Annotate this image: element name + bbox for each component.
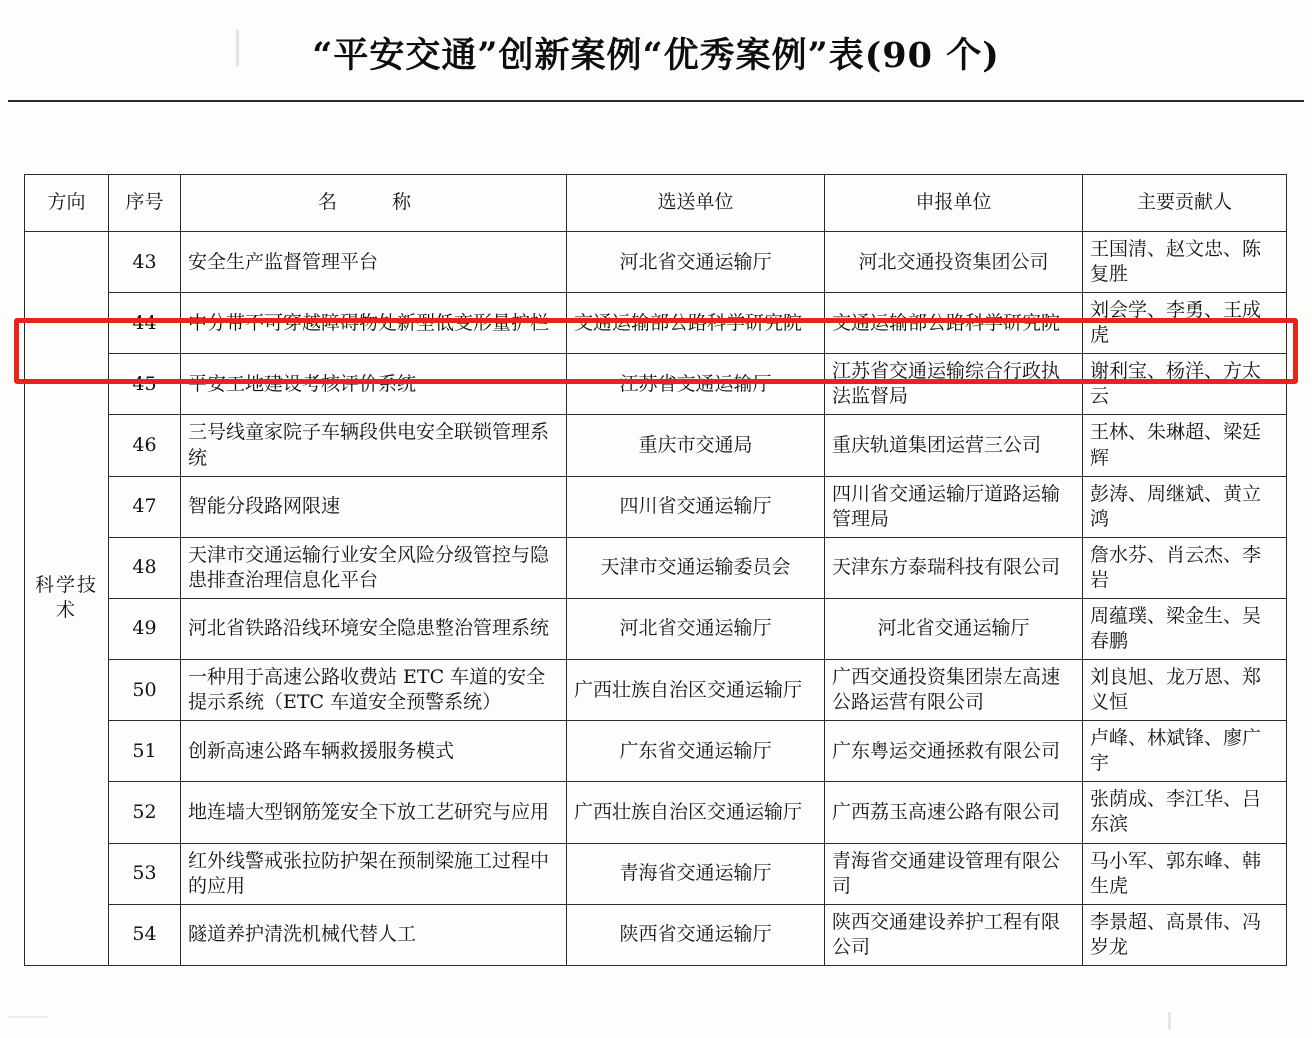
row-applicant-unit: 交通运输部公路科学研究院 bbox=[825, 293, 1083, 354]
table-row bbox=[25, 904, 1287, 965]
row-name: 红外线警戒张拉防护架在预制梁施工过程中的应用 bbox=[181, 843, 567, 904]
row-selected-unit: 四川省交通运输厅 bbox=[567, 476, 825, 537]
scan-artifact bbox=[8, 1016, 48, 1018]
column-header-applicant-unit: 申报单位 bbox=[825, 175, 1083, 232]
row-contributors: 刘良旭、龙万恩、郑义恒 bbox=[1083, 660, 1287, 721]
table-row bbox=[25, 293, 1287, 354]
column-header-direction: 方向 bbox=[25, 175, 109, 232]
column-header-index: 序号 bbox=[109, 175, 181, 232]
row-name: 隧道养护清洗机械代替人工 bbox=[181, 904, 567, 965]
row-name: 三号线童家院子车辆段供电安全联锁管理系统 bbox=[181, 415, 567, 476]
row-applicant-unit: 天津东方泰瑞科技有限公司 bbox=[825, 537, 1083, 598]
row-name: 智能分段路网限速 bbox=[181, 476, 567, 537]
row-contributors: 卢峰、林斌锋、廖广宇 bbox=[1083, 721, 1287, 782]
row-index: 54 bbox=[109, 904, 181, 965]
row-index: 47 bbox=[109, 476, 181, 537]
row-selected-unit: 天津市交通运输委员会 bbox=[567, 537, 825, 598]
row-contributors: 王林、朱琳超、梁廷辉 bbox=[1083, 415, 1287, 476]
row-contributors: 谢利宝、杨洋、方太云 bbox=[1083, 354, 1287, 415]
row-applicant-unit: 广东粤运交通拯救有限公司 bbox=[825, 721, 1083, 782]
row-selected-unit: 广西壮族自治区交通运输厅 bbox=[567, 660, 825, 721]
cases-table-container bbox=[24, 174, 1286, 966]
row-selected-unit: 广西壮族自治区交通运输厅 bbox=[567, 782, 825, 843]
row-index: 48 bbox=[109, 537, 181, 598]
row-selected-unit: 河北省交通运输厅 bbox=[567, 598, 825, 659]
row-applicant-unit: 江苏省交通运输综合行政执法监督局 bbox=[825, 354, 1083, 415]
row-applicant-unit: 四川省交通运输厅道路运输管理局 bbox=[825, 476, 1083, 537]
table-header bbox=[25, 175, 1287, 232]
row-applicant-unit: 青海省交通建设管理有限公司 bbox=[825, 843, 1083, 904]
table-header-row bbox=[25, 175, 1287, 232]
row-contributors: 彭涛、周继斌、黄立鸿 bbox=[1083, 476, 1287, 537]
row-name: 创新高速公路车辆救援服务模式 bbox=[181, 721, 567, 782]
column-header-contributors: 主要贡献人 bbox=[1083, 175, 1287, 232]
row-contributors: 马小军、郭东峰、韩生虎 bbox=[1083, 843, 1287, 904]
table-row bbox=[25, 660, 1287, 721]
row-contributors: 刘会学、李勇、王成虎 bbox=[1083, 293, 1287, 354]
table-row bbox=[25, 598, 1287, 659]
table-row-highlighted bbox=[25, 476, 1287, 537]
row-name: 河北省铁路沿线环境安全隐患整治管理系统 bbox=[181, 598, 567, 659]
row-applicant-unit: 河北省交通运输厅 bbox=[825, 598, 1083, 659]
row-index: 49 bbox=[109, 598, 181, 659]
table-row bbox=[25, 232, 1287, 293]
row-name: 天津市交通运输行业安全风险分级管控与隐患排查治理信息化平台 bbox=[181, 537, 567, 598]
table-row bbox=[25, 415, 1287, 476]
row-selected-unit: 河北省交通运输厅 bbox=[567, 232, 825, 293]
row-name: 安全生产监督管理平台 bbox=[181, 232, 567, 293]
row-contributors: 王国清、赵文忠、陈复胜 bbox=[1083, 232, 1287, 293]
title-divider bbox=[8, 100, 1304, 102]
row-name: 一种用于高速公路收费站 ETC 车道的安全提示系统（ETC 车道安全预警系统） bbox=[181, 660, 567, 721]
table-row bbox=[25, 782, 1287, 843]
table-row bbox=[25, 721, 1287, 782]
row-contributors: 张荫成、李江华、吕东滨 bbox=[1083, 782, 1287, 843]
row-index: 50 bbox=[109, 660, 181, 721]
row-index: 53 bbox=[109, 843, 181, 904]
scan-artifact bbox=[1168, 1012, 1171, 1030]
row-selected-unit: 陕西省交通运输厅 bbox=[567, 904, 825, 965]
row-applicant-unit: 河北交通投资集团公司 bbox=[825, 232, 1083, 293]
row-name: 中分带不可穿越障碍物处新型低变形量护栏 bbox=[181, 293, 567, 354]
row-applicant-unit: 广西荔玉高速公路有限公司 bbox=[825, 782, 1083, 843]
table-row bbox=[25, 537, 1287, 598]
row-index: 45 bbox=[109, 354, 181, 415]
table-row bbox=[25, 354, 1287, 415]
row-selected-unit: 青海省交通运输厅 bbox=[567, 843, 825, 904]
row-index: 43 bbox=[109, 232, 181, 293]
column-header-selected-unit: 选送单位 bbox=[567, 175, 825, 232]
row-name: 平安工地建设考核评价系统 bbox=[181, 354, 567, 415]
table-body bbox=[25, 232, 1287, 966]
row-selected-unit: 重庆市交通局 bbox=[567, 415, 825, 476]
column-header-name: 名 称 bbox=[181, 175, 567, 232]
row-contributors: 詹水芬、肖云杰、李岩 bbox=[1083, 537, 1287, 598]
row-applicant-unit: 广西交通投资集团崇左高速公路运营有限公司 bbox=[825, 660, 1083, 721]
row-contributors: 周蕴璞、梁金生、吴春鹏 bbox=[1083, 598, 1287, 659]
row-applicant-unit: 重庆轨道集团运营三公司 bbox=[825, 415, 1083, 476]
row-selected-unit: 交通运输部公路科学研究院 bbox=[567, 293, 825, 354]
row-index: 44 bbox=[109, 293, 181, 354]
page-title: “平安交通”创新案例“优秀案例”表(90 个) bbox=[312, 35, 1000, 76]
row-index: 51 bbox=[109, 721, 181, 782]
row-selected-unit: 广东省交通运输厅 bbox=[567, 721, 825, 782]
row-applicant-unit: 陕西交通建设养护工程有限公司 bbox=[825, 904, 1083, 965]
row-selected-unit: 江苏省交通运输厅 bbox=[567, 354, 825, 415]
row-name: 地连墙大型钢筋笼安全下放工艺研究与应用 bbox=[181, 782, 567, 843]
table-row bbox=[25, 843, 1287, 904]
cases-table bbox=[24, 174, 1287, 966]
row-contributors: 李景超、高景伟、冯岁龙 bbox=[1083, 904, 1287, 965]
row-index: 52 bbox=[109, 782, 181, 843]
direction-group-cell: 科学技术 bbox=[25, 232, 109, 966]
row-index: 46 bbox=[109, 415, 181, 476]
